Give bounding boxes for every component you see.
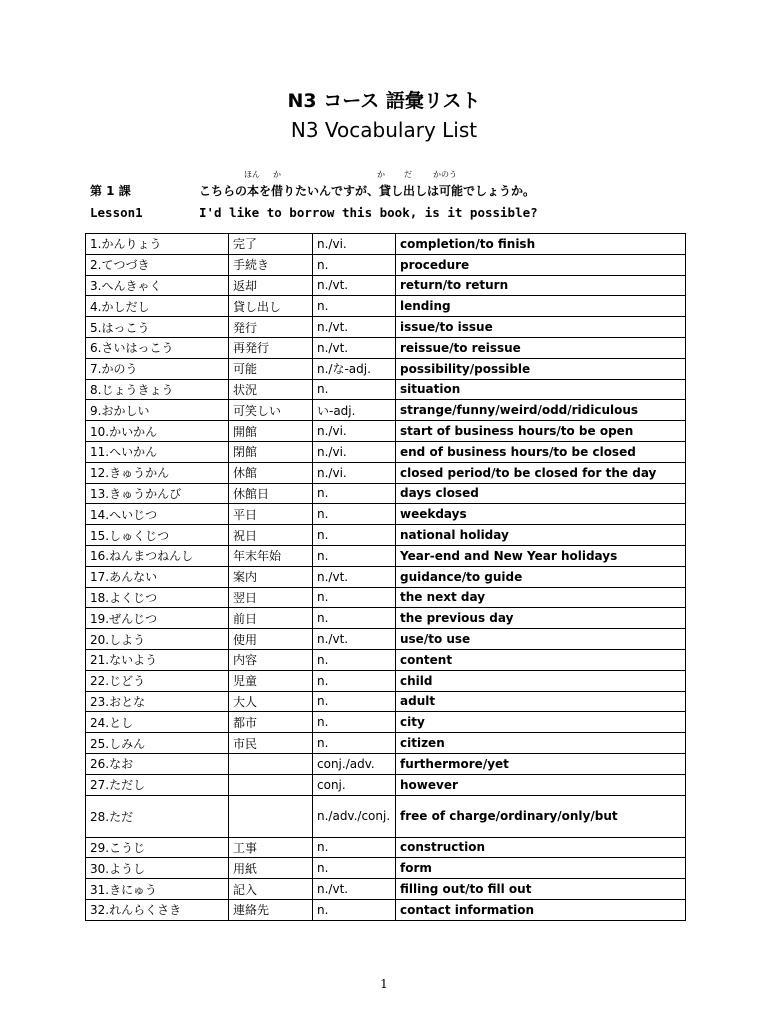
vocab-kanji: 市民 [229,733,313,754]
vocab-part-of-speech: n. [313,837,396,858]
table-row [86,587,686,608]
vocab-meaning: citizen [396,733,686,754]
vocab-meaning: content [396,649,686,670]
vocab-kanji: 内容 [229,649,313,670]
table-row [86,670,686,691]
lesson-label-japanese: 第 1 課 [90,184,131,198]
vocab-kanji: 記入 [229,879,313,900]
vocab-kanji: 発行 [229,317,313,338]
vocab-reading: 16.ねんまつねんし [86,545,229,566]
vocab-part-of-speech: n./な-adj. [313,358,396,379]
vocab-kanji: 翌日 [229,587,313,608]
vocab-meaning: city [396,712,686,733]
table-row [86,441,686,462]
vocab-part-of-speech: n./vt. [313,566,396,587]
vocab-kanji: 工事 [229,837,313,858]
vocabulary-table [85,233,686,921]
vocab-part-of-speech: n./vi. [313,462,396,483]
vocab-part-of-speech: n./vt. [313,275,396,296]
vocab-part-of-speech: n. [313,296,396,317]
vocab-part-of-speech: n./vi. [313,421,396,442]
table-row [86,795,686,837]
vocab-kanji: 用紙 [229,858,313,879]
vocab-reading: 13.きゅうかんび [86,483,229,504]
vocab-meaning: contact information [396,899,686,920]
vocab-meaning: filling out/to fill out [396,879,686,900]
vocab-part-of-speech: n./vt. [313,317,396,338]
vocab-kanji: 年末年始 [229,545,313,566]
vocab-kanji: 案内 [229,566,313,587]
lesson-label-english: Lesson1 [90,205,143,220]
table-row [86,358,686,379]
vocab-part-of-speech: n. [313,483,396,504]
vocab-part-of-speech: n./vt. [313,629,396,650]
vocab-kanji: 状況 [229,379,313,400]
lesson-sentence-english: I'd like to borrow this book, is it possible? [199,205,538,220]
vocab-part-of-speech: n. [313,733,396,754]
vocab-kanji: 祝日 [229,525,313,546]
vocab-kanji: 完了 [229,234,313,255]
table-row [86,483,686,504]
vocab-kanji: 可能 [229,358,313,379]
vocab-kanji: 休館 [229,462,313,483]
vocab-part-of-speech: conj./adv. [313,753,396,774]
table-row [86,462,686,483]
table-row [86,649,686,670]
vocab-part-of-speech: n. [313,899,396,920]
vocab-reading: 5.はっこう [86,317,229,338]
vocab-part-of-speech: n. [313,587,396,608]
furigana-ka2: か [377,170,385,179]
vocab-part-of-speech: n./vt. [313,337,396,358]
vocab-reading: 15.しゅくじつ [86,525,229,546]
vocab-reading: 28.ただ [86,795,229,837]
vocab-kanji: 再発行 [229,337,313,358]
vocabulary-table-body [86,234,686,921]
vocab-meaning: return/to return [396,275,686,296]
vocab-kanji: 貸し出し [229,296,313,317]
vocab-part-of-speech: n. [313,504,396,525]
vocab-kanji [229,795,313,837]
vocab-kanji: 開館 [229,421,313,442]
vocab-reading: 11.へいかん [86,441,229,462]
vocab-part-of-speech: n./vi. [313,234,396,255]
vocab-meaning: reissue/to reissue [396,337,686,358]
vocab-reading: 10.かいかん [86,421,229,442]
vocab-part-of-speech: い-adj. [313,400,396,421]
table-row [86,608,686,629]
vocab-kanji: 返却 [229,275,313,296]
vocab-reading: 26.なお [86,753,229,774]
table-row [86,254,686,275]
vocab-reading: 20.しよう [86,629,229,650]
vocab-meaning: the previous day [396,608,686,629]
vocab-meaning: national holiday [396,525,686,546]
vocab-reading: 31.きにゅう [86,879,229,900]
vocab-reading: 22.じどう [86,670,229,691]
vocab-kanji: 大人 [229,691,313,712]
vocab-meaning: procedure [396,254,686,275]
vocab-part-of-speech: n. [313,649,396,670]
table-row [86,400,686,421]
vocab-part-of-speech: n. [313,712,396,733]
vocab-meaning: end of business hours/to be closed [396,441,686,462]
vocab-meaning: days closed [396,483,686,504]
table-row [86,753,686,774]
page-number: 1 [380,977,388,991]
vocab-part-of-speech: n. [313,254,396,275]
vocab-meaning: weekdays [396,504,686,525]
vocab-part-of-speech: n. [313,608,396,629]
vocab-reading: 23.おとな [86,691,229,712]
vocab-reading: 21.ないよう [86,649,229,670]
vocab-part-of-speech: n. [313,670,396,691]
vocab-reading: 30.ようし [86,858,229,879]
table-row [86,275,686,296]
vocab-meaning: lending [396,296,686,317]
table-row [86,317,686,338]
page-title-english: N3 Vocabulary List [290,118,478,142]
vocab-reading: 2.てつづき [86,254,229,275]
vocab-reading: 32.れんらくさき [86,899,229,920]
vocab-reading: 27.ただし [86,774,229,795]
vocab-part-of-speech: n./adv./conj. [313,795,396,837]
vocab-reading: 7.かのう [86,358,229,379]
vocab-meaning: guidance/to guide [396,566,686,587]
table-row [86,691,686,712]
page-title-japanese: N3 コース 語彙リスト [287,90,481,112]
table-row [86,858,686,879]
table-row [86,899,686,920]
furigana-ka: か [273,170,281,179]
table-row [86,337,686,358]
lesson-sentence-japanese: こちらの本を借りたいんですが、貸し出しは可能でしょうか。 [199,184,536,198]
vocab-reading: 8.じょうきょう [86,379,229,400]
table-row [86,837,686,858]
vocab-reading: 9.おかしい [86,400,229,421]
vocab-meaning: possibility/possible [396,358,686,379]
table-row [86,525,686,546]
vocab-kanji [229,753,313,774]
vocab-meaning: use/to use [396,629,686,650]
table-row [86,379,686,400]
vocab-meaning: start of business hours/to be open [396,421,686,442]
vocab-part-of-speech: n./vi. [313,441,396,462]
vocab-kanji [229,774,313,795]
vocab-meaning: completion/to finish [396,234,686,255]
vocab-meaning: form [396,858,686,879]
vocab-meaning: however [396,774,686,795]
table-row [86,545,686,566]
vocab-kanji: 閉館 [229,441,313,462]
vocab-reading: 18.よくじつ [86,587,229,608]
table-row [86,712,686,733]
vocab-reading: 17.あんない [86,566,229,587]
table-row [86,774,686,795]
vocab-meaning: situation [396,379,686,400]
table-row [86,421,686,442]
vocab-kanji: 都市 [229,712,313,733]
vocab-meaning: furthermore/yet [396,753,686,774]
vocab-part-of-speech: n. [313,379,396,400]
vocab-kanji: 手続き [229,254,313,275]
vocab-meaning: the next day [396,587,686,608]
vocab-meaning: strange/funny/weird/odd/ridiculous [396,400,686,421]
vocab-reading: 6.さいはっこう [86,337,229,358]
table-row [86,234,686,255]
vocab-kanji: 使用 [229,629,313,650]
vocab-kanji: 平日 [229,504,313,525]
vocab-meaning: closed period/to be closed for the day [396,462,686,483]
table-row [86,733,686,754]
vocab-part-of-speech: n. [313,858,396,879]
vocab-kanji: 児童 [229,670,313,691]
table-row [86,296,686,317]
vocab-reading: 14.へいじつ [86,504,229,525]
vocab-reading: 24.とし [86,712,229,733]
vocab-part-of-speech: n./vt. [313,879,396,900]
vocab-reading: 19.ぜんじつ [86,608,229,629]
vocab-meaning: child [396,670,686,691]
vocab-kanji: 可笑しい [229,400,313,421]
table-row [86,504,686,525]
vocab-meaning: issue/to issue [396,317,686,338]
vocab-kanji: 前日 [229,608,313,629]
vocab-meaning: adult [396,691,686,712]
vocab-reading: 4.かしだし [86,296,229,317]
vocab-part-of-speech: n. [313,691,396,712]
table-row [86,566,686,587]
vocab-meaning: free of charge/ordinary/only/but [396,795,686,837]
vocab-kanji: 休館日 [229,483,313,504]
vocab-reading: 3.へんきゃく [86,275,229,296]
vocab-kanji: 連絡先 [229,899,313,920]
vocab-part-of-speech: n. [313,545,396,566]
vocab-meaning: Year-end and New Year holidays [396,545,686,566]
vocab-part-of-speech: n. [313,525,396,546]
furigana-da: だ [404,170,412,179]
table-row [86,879,686,900]
furigana-kanou: かのう [433,170,457,179]
vocab-reading: 29.こうじ [86,837,229,858]
furigana-hon: ほん [244,170,260,179]
vocab-reading: 12.きゅうかん [86,462,229,483]
vocab-reading: 25.しみん [86,733,229,754]
vocab-meaning: construction [396,837,686,858]
vocab-reading: 1.かんりょう [86,234,229,255]
table-row [86,629,686,650]
vocab-part-of-speech: conj. [313,774,396,795]
